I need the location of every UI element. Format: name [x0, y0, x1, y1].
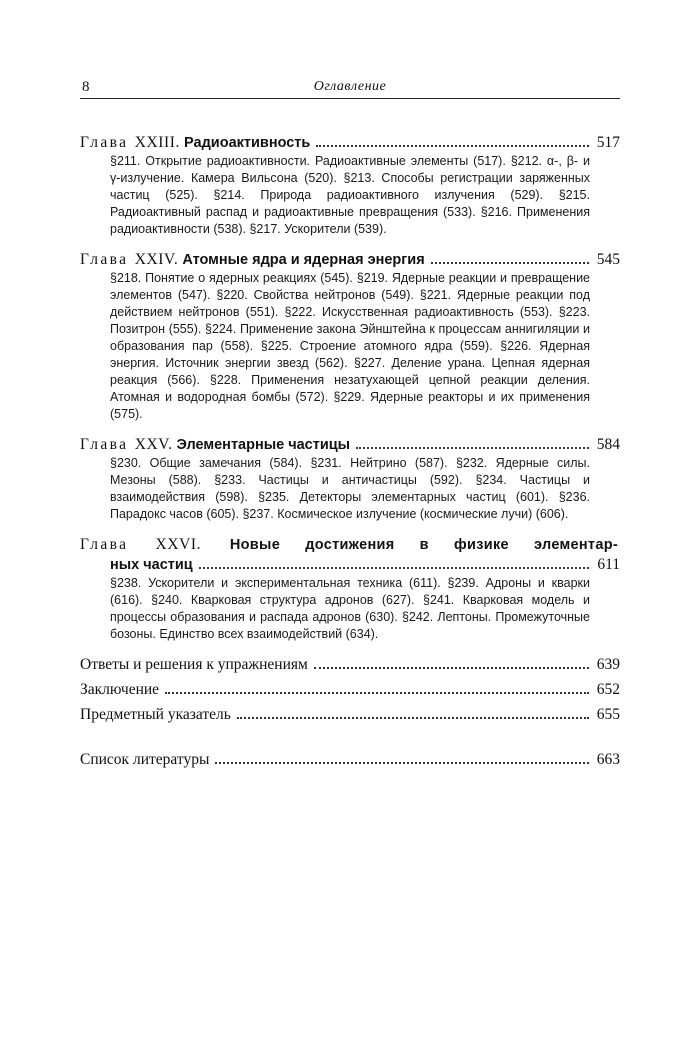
toc-entry-subject-index[interactable]: [80, 705, 620, 724]
running-title: Оглавление: [313, 79, 387, 94]
page-number: 8: [82, 79, 90, 95]
chapter-page: 611: [597, 556, 620, 573]
chapter-heading[interactable]: [80, 133, 620, 153]
entry-page: 652: [596, 681, 620, 698]
dot-leader: [431, 262, 589, 264]
chapter-page: 584: [596, 436, 620, 453]
section-entry[interactable]: §230. Общие замечания (584).: [110, 456, 303, 470]
section-entry[interactable]: §242. Лептоны. Промежуточные бозоны. Единство всех взаимодействий (634).: [110, 610, 590, 641]
table-of-contents: [80, 133, 620, 769]
dot-leader: [314, 667, 589, 669]
toc-chapter-24: [80, 250, 620, 423]
section-entry[interactable]: §227. Деление урана. Цепная ядерная реакция (566).: [110, 356, 590, 387]
section-entry[interactable]: §233. Частицы и античастицы (592).: [214, 473, 463, 487]
entry-page: 663: [596, 751, 620, 768]
section-entry[interactable]: §216. Применения радиоактивности (538).: [110, 205, 590, 236]
section-entry[interactable]: §211. Открытие радиоактивности. Радиоактивные элементы (517).: [110, 154, 506, 168]
chapter-label: Глава XXV.: [80, 436, 173, 453]
toc-chapter-26: [80, 535, 620, 643]
chapter-heading[interactable]: [80, 435, 620, 455]
running-header: [80, 78, 620, 99]
section-entry[interactable]: §231. Нейтрино (587).: [310, 456, 448, 470]
chapter-sections: [80, 153, 620, 238]
chapter-label: Глава XXIII.: [80, 134, 181, 151]
section-entry[interactable]: §238. Ускорители и экспериментальная техника (611).: [110, 576, 441, 590]
section-entry[interactable]: §234. Частицы и взаимодействия (598).: [110, 473, 590, 504]
section-entry[interactable]: §214. Природа радиоактивного излучения (529).: [213, 188, 544, 202]
section-entry[interactable]: §236. Парадокс часов (605).: [110, 490, 590, 521]
section-entry[interactable]: §228. Применения незатухающей цепной реакции деления. Атомная и водородная бомбы (572).: [110, 373, 590, 404]
section-entry[interactable]: §226. Ядерная энергия. Источник энергии звезд (562).: [110, 339, 590, 370]
chapter-heading-line1: [80, 535, 620, 555]
dot-leader: [316, 145, 588, 147]
chapter-heading[interactable]: [80, 535, 620, 575]
chapter-sections: [80, 270, 620, 423]
section-entry[interactable]: §217. Ускорители (539).: [249, 222, 387, 236]
dot-leader: [356, 447, 589, 449]
entry-title: Предметный указатель: [80, 706, 231, 723]
section-entry[interactable]: §224. Применение закона Эйнштейна к процессам аннигиляции и образования пар (558).: [110, 322, 590, 353]
section-entry[interactable]: §222. Искусственная радиоактивность (553).: [284, 305, 553, 319]
section-entry[interactable]: §225. Строение атомного ядра (559).: [260, 339, 493, 353]
dot-leader: [199, 567, 590, 569]
section-entry[interactable]: §240. Кварковая структура адронов (627).: [151, 593, 415, 607]
section-entry[interactable]: §229. Ядерные реакторы и их применения (575).: [110, 390, 590, 421]
section-entry[interactable]: §213. Способы регистрации заряженных частиц (525).: [110, 171, 590, 202]
section-entry[interactable]: §220. Свойства нейтронов (549).: [216, 288, 414, 302]
toc-entry-conclusion[interactable]: [80, 680, 620, 699]
section-entry[interactable]: §232. Ядерные силы. Мезоны (588).: [110, 456, 591, 487]
chapter-label: Глава XXVI.: [80, 536, 202, 553]
chapter-heading-line2: [80, 555, 620, 575]
chapter-title: Атомные ядра и ядерная энергия: [182, 252, 425, 268]
chapter-label: Глава XXIV.: [80, 251, 179, 268]
chapter-page: 545: [596, 251, 620, 268]
section-entry[interactable]: §237. Космическое излучение (космические лучи) (606).: [242, 507, 569, 521]
entry-page: 655: [596, 706, 620, 723]
entry-title: Ответы и решения к упражнениям: [80, 656, 308, 673]
chapter-title: Новые достижения в физике элементар-: [229, 537, 618, 553]
chapter-sections: [80, 575, 620, 643]
section-entry[interactable]: §239. Адроны и кварки (616).: [110, 576, 590, 607]
entry-title: Заключение: [80, 681, 160, 698]
toc-entry-bibliography[interactable]: [80, 750, 620, 769]
toc-entry-answers[interactable]: [80, 655, 620, 674]
entry-title: Список литературы: [80, 751, 210, 768]
toc-chapter-25: [80, 435, 620, 523]
section-entry[interactable]: §223. Позитрон (555).: [110, 305, 590, 336]
section-entry[interactable]: §218. Понятие о ядерных реакциях (545).: [110, 271, 353, 285]
dot-leader: [215, 762, 588, 764]
dot-leader: [237, 717, 589, 719]
toc-chapter-23: [80, 133, 620, 238]
section-entry[interactable]: §235. Детекторы элементарных частиц (601).: [258, 490, 549, 504]
section-entry[interactable]: §212. α-, β- и γ-излучение. Камера Вильсона (520).: [110, 154, 590, 185]
section-entry[interactable]: §241. Кварковая модель и процессы образования и распада адронов (630).: [110, 593, 591, 624]
entry-page: 639: [596, 656, 620, 673]
chapter-heading[interactable]: [80, 250, 620, 270]
section-entry[interactable]: §215. Радиоактивный распад и радиоактивные превращения (533).: [110, 188, 590, 219]
chapter-title-continued: ных частиц: [110, 557, 193, 573]
section-entry[interactable]: §219. Ядерные реакции и превращение элементов (547).: [110, 271, 590, 302]
chapter-page: 517: [596, 134, 620, 151]
dot-leader: [165, 692, 589, 694]
chapter-sections: [80, 455, 620, 523]
chapter-title: Радиоактивность: [184, 135, 311, 151]
section-entry[interactable]: §221. Ядерные реакции под действием нейтронов (551).: [110, 288, 590, 319]
chapter-title: Элементарные частицы: [176, 437, 351, 453]
